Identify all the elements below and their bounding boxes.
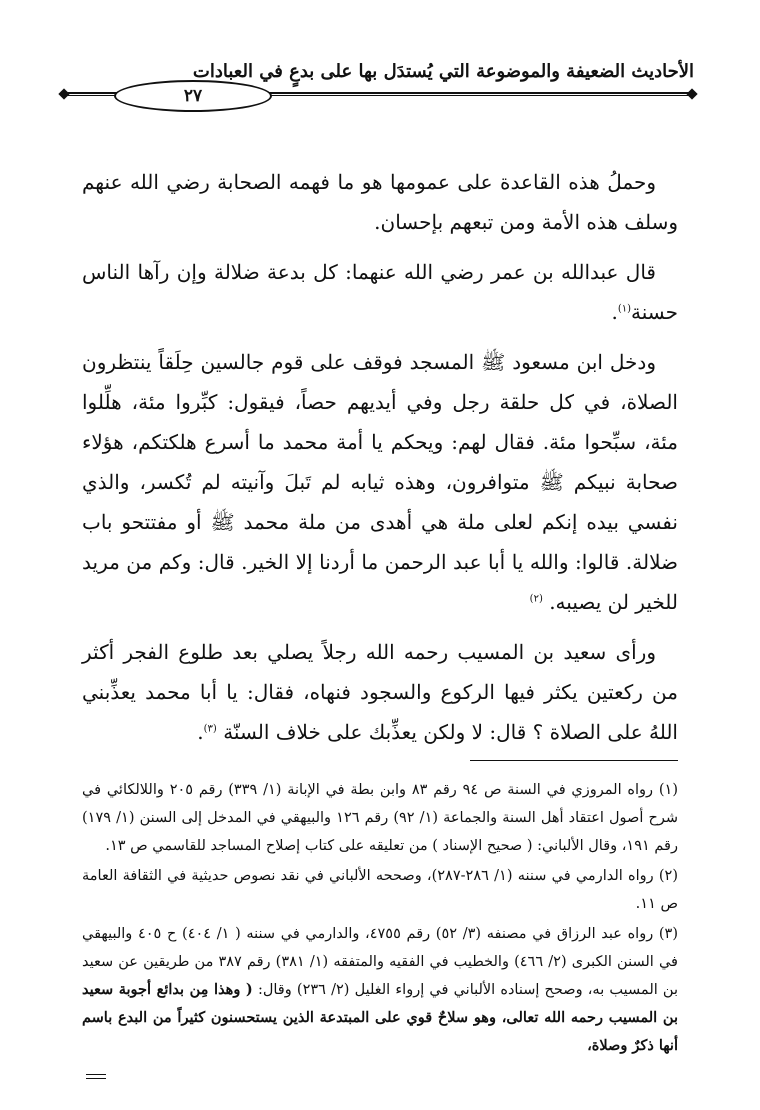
paragraph-4: ورأى سعيد بن المسيب رحمه الله رجلاً يصلي بعد طلوع الفجر أكثر من ركعتين يكثر فيها الركوع والسجود فنهاه، فقال: يا أبا محمد يعذِّبني اللهُ على الصلاة ؟ قال: لا ولكن يعذِّبك على خلاف السنّة $^{(٣)}$. bbox=[82, 640, 678, 744]
paragraph-2-text: قال عبدالله بن عمر رضي الله عنهما: كل بدعة ضلالة وإن رآها الناس حسنة bbox=[82, 260, 678, 324]
page-number: ٢٧ bbox=[114, 80, 272, 112]
paragraph-1: وحملُ هذه القاعدة على عمومها هو ما فهمه الصحابة رضي الله عنهم وسلف هذه الأمة ومن تبعهم بإحسان. bbox=[82, 170, 678, 234]
diamond-left-icon bbox=[58, 88, 69, 99]
footnote-ref-2[interactable]: (٢) bbox=[529, 593, 543, 605]
main-text bbox=[82, 162, 678, 762]
header-title: الأحاديث الضعيفة والموضوعة التي يُستدَل بها على بدعٍ في العبادات bbox=[192, 61, 694, 82]
paragraph-4-text: ورأى سعيد بن المسيب رحمه الله رجلاً يصلي بعد طلوع الفجر أكثر من ركعتين يكثر فيها الركوع والسجود فنهاه، فقال: يا أبا محمد يعذِّبني اللهُ على الصلاة ؟ قال: لا ولكن يعذِّبك على خلاف السنّة bbox=[82, 640, 678, 744]
footnote-3-quote: ( وهذا مِن بدائع أجوبة سعيد بن المسيب رحمه الله تعالى، وهو سلاحٌ قوي على المبتدعة الذين يستحسنون كثيراً من البدع باسم أنها ذكرٌ وصلاة، bbox=[82, 981, 678, 1054]
footnote-ref-1[interactable]: (١) bbox=[617, 303, 632, 315]
paragraph-3 bbox=[82, 342, 678, 622]
footnote-ref-3[interactable]: (٣) bbox=[203, 723, 217, 735]
footnote-2: (٢) رواه الدارمي في سننه (١/ ٢٨٦-٢٨٧)، وصححه الألباني في نقد نصوص حديثية في الثقافة العامة ص ١١. bbox=[82, 868, 678, 912]
diamond-right-icon bbox=[686, 88, 697, 99]
page-header bbox=[62, 60, 694, 104]
footnote-3 bbox=[82, 920, 678, 1060]
continuation-mark bbox=[86, 1074, 106, 1079]
paragraph-3-text: ودخل ابن مسعود ﷺ المسجد فوقف على قوم جالسين حِلَقاً ينتظرون الصلاة، في كل حلقة رجل وفي أيديهم حصاً، فيقول: كبِّروا مئة، هلِّلوا مئة، سبِّحوا مئة. فقال لهم: ويحكم يا أمة محمد ما أسرع هلكتكم، هؤلاء صحابة نبيكم ﷺ متوافرون، وهذه ثيابه لم تَبلَ وآنيته لم تُكسر، والذي نفسي بيده إنكم لعلى ملة هي أهدى من ملة محمد ﷺ أو مفتتحو باب ضلالة. قالوا: والله يا أبا عبد الرحمن ما أردنا إلا الخير. قال: وكم من مريد للخير لن يصيبه. bbox=[82, 350, 678, 614]
footnote-rule bbox=[470, 760, 678, 761]
paragraph-2: قال عبدالله بن عمر رضي الله عنهما: كل بدعة ضلالة وإن رآها الناس حسنة$^{(١)}$. bbox=[82, 260, 678, 324]
footnote-3-text: (٣) رواه عبد الرزاق في مصنفه (٣/ ٥٢) رقم ٤٧٥٥، والدارمي في سننه ( ١/ ٤٠٤) ح ٤٠٥ والبيهقي في السنن الكبرى (٢/ ٤٦٦) والخطيب في الفقيه والمتفقه (١/ ٣٨١) رقم ٣٨٧ من طريقين عن سعيد بن المسيب به، وصحح إسناده الألباني في إرواء الغليل (٢/ ٢٣٦) وقال: bbox=[82, 926, 678, 998]
footnotes bbox=[82, 776, 678, 1062]
footnote-1: (١) رواه المروزي في السنة ص ٩٤ رقم ٨٣ وابن بطة في الإبانة (١/ ٣٣٩) رقم ٢٠٥ واللالكائي في شرح أصول اعتقاد أهل السنة والجماعة (١/ ٩٢) رقم ١٢٦ والبيهقي في المدخل إلى السنن (١/ ١٧٩) رقم ١٩١، وقال الألباني: ( صحيح الإسناد ) من تعليقه على كتاب إصلاح المساجد للقاسمي ص ١٣. bbox=[82, 782, 678, 854]
